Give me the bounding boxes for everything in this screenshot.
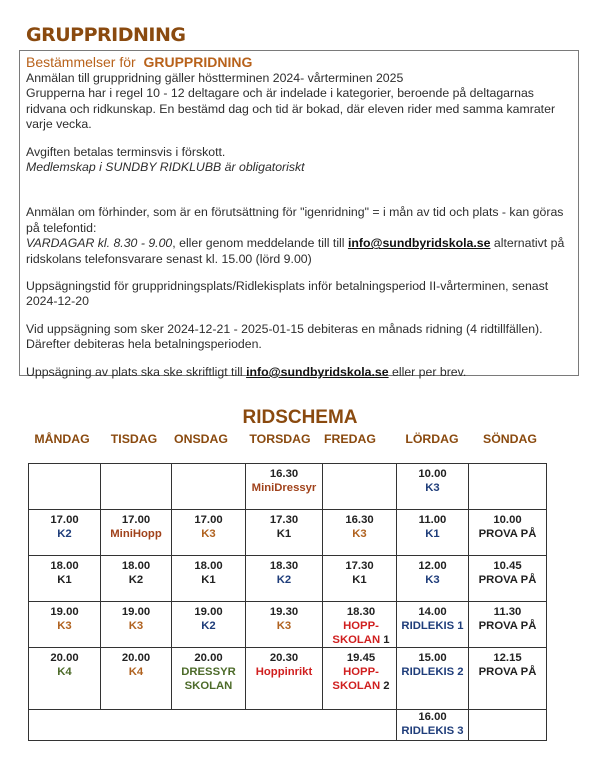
page-title: GRUPPRIDNING <box>26 24 186 46</box>
notice-text-2: Vid uppsägning som sker 2024-12-21 - 2025-01-15 debiteras en månads ridning (4 ridtillfällen). Därefter debiteras hela betalningsperioden. <box>26 321 543 352</box>
table-cell: 19.00 K3 <box>29 602 101 648</box>
table-cell: 17.30 K1 <box>246 510 323 556</box>
cancel-details: VARDAGAR kl. 8.30 - 9.00, eller genom meddelande till till info@sundbyridskola.se alternativt på ridskolans telefonsvarare senast kl. 15.00 (lörd 9.00) <box>26 236 565 266</box>
table-cell <box>469 464 547 510</box>
table-cell <box>29 464 101 510</box>
day-header: MÅNDAG <box>34 432 90 446</box>
table-row <box>29 464 547 510</box>
table-cell: 16.30 MiniDressyr <box>246 464 323 510</box>
table-row <box>29 602 547 648</box>
table-cell: 14.00 RIDLEKIS 1 <box>397 602 469 648</box>
table-row <box>29 556 547 602</box>
day-header: FREDAG <box>324 432 376 446</box>
table-cell: 16.30 K3 <box>323 510 397 556</box>
table-cell: 12.00 K3 <box>397 556 469 602</box>
table-cell: 11.00 K1 <box>397 510 469 556</box>
table-cell: 17.30 K1 <box>323 556 397 602</box>
table-cell: 18.00 K1 <box>172 556 246 602</box>
table-cell: 16.00 RIDLEKIS 3 <box>397 710 469 741</box>
payment-text: Avgiften betalas terminsvis i förskott. <box>26 144 226 159</box>
table-cell <box>469 710 547 741</box>
table-cell: 12.15 PROVA PÅ <box>469 648 547 710</box>
table-cell: 20.00 DRESSYR SKOLAN <box>172 648 246 710</box>
table-cell: 18.30 HOPP-SKOLAN 1 <box>323 602 397 648</box>
written-notice: Uppsägning av plats ska ske skriftligt till info@sundbyridskola.se eller per brev. <box>26 364 467 379</box>
email-link[interactable]: info@sundbyridskola.se <box>347 236 491 251</box>
table-cell: 18.00 K2 <box>101 556 172 602</box>
email-link[interactable]: info@sundbyridskola.se <box>246 364 389 379</box>
rules-heading: Bestämmelser för GRUPPRIDNING <box>26 54 253 70</box>
table-cell: 17.00 K2 <box>29 510 101 556</box>
rules-line-2: Grupperna har i regel 10 - 12 deltagare och är indelade i kategorier, beroende på deltagarnas ridvana och ridkunskap. En bestämd dag och tid är bokad, där eleven rider med samma kamrater varje vecka. <box>26 86 556 132</box>
table-row <box>29 710 547 741</box>
table-cell <box>172 464 246 510</box>
table-cell: 19.00 K3 <box>101 602 172 648</box>
day-header: LÖRDAG <box>405 432 459 446</box>
table-cell: 10.45 PROVA PÅ <box>469 556 547 602</box>
table-row <box>29 510 547 556</box>
day-header: ONSDAG <box>174 432 228 446</box>
table-cell: 20.30 Hoppinrikt <box>246 648 323 710</box>
table-cell: 10.00 PROVA PÅ <box>469 510 547 556</box>
table-cell: 18.30 K2 <box>246 556 323 602</box>
table-cell: 18.00 K1 <box>29 556 101 602</box>
rules-box <box>19 50 579 379</box>
table-cell: 17.00 K3 <box>172 510 246 556</box>
cancel-intro: Anmälan om förhinder, som är en förutsättning för "igenridning" = i mån av tid och plats - kan göras på telefontid: <box>26 205 564 235</box>
rules-line-1: Anmälan till gruppridning gäller höstterminen 2024- vårterminen 2025 <box>26 71 404 85</box>
table-cell: 15.00 RIDLEKIS 2 <box>397 648 469 710</box>
notice-text: Uppsägningstid för gruppridningsplats/Ridlekisplats inför betalningsperiod II-vårterminen, senast 2024-12-20 <box>26 279 549 309</box>
day-header: TORSDAG <box>249 432 311 446</box>
table-cell <box>29 710 397 741</box>
table-cell <box>323 464 397 510</box>
day-header: SÖNDAG <box>483 432 537 446</box>
table-cell: 11.30 PROVA PÅ <box>469 602 547 648</box>
table-cell: 19.30 K3 <box>246 602 323 648</box>
day-header: TISDAG <box>110 432 158 446</box>
table-row <box>29 648 547 710</box>
schedule-title: RIDSCHEMA <box>242 407 358 428</box>
day-headers <box>0 432 600 450</box>
membership-text: Medlemskap i SUNDBY RIDKLUBB är obligatoriskt <box>26 160 305 175</box>
table-cell <box>101 464 172 510</box>
table-cell: 20.00 K4 <box>101 648 172 710</box>
table-cell: 19.00 K2 <box>172 602 246 648</box>
table-cell: 20.00 K4 <box>29 648 101 710</box>
table-cell: 19.45 HOPP-SKOLAN 2 <box>323 648 397 710</box>
table-cell: 17.00 MiniHopp <box>101 510 172 556</box>
schedule-table <box>28 463 547 741</box>
table-cell: 10.00 K3 <box>397 464 469 510</box>
